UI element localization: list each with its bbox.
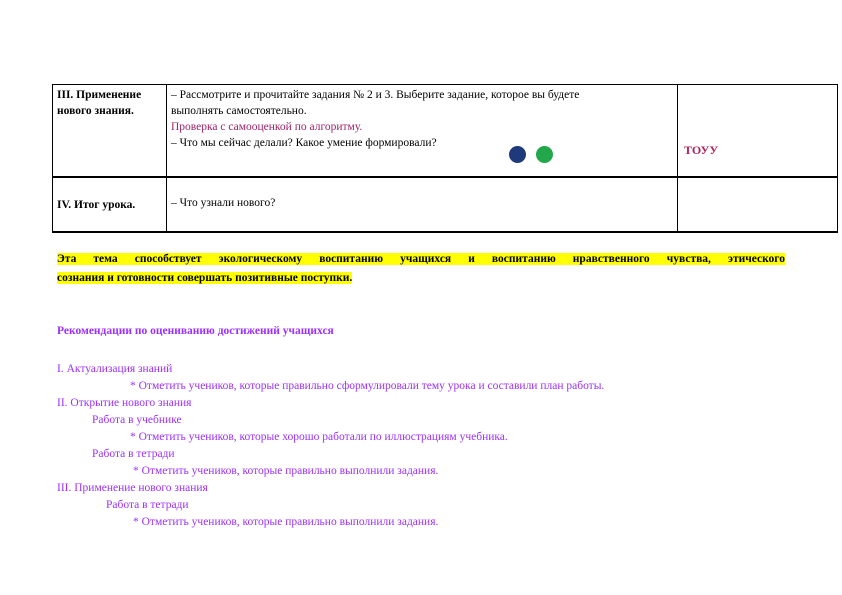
rec-line-9: Работа в тетради — [106, 499, 189, 511]
highlight-text-line1: Эта тема способствует экологическому воспитанию учащихся и воспитанию нравственного чувства, этического — [57, 253, 785, 265]
row3-text-cell — [171, 87, 676, 151]
rec-line-3: II. Открытие нового знания — [57, 397, 192, 409]
row3-note: ТОУУ — [684, 143, 719, 157]
highlight-text-line2: сознания и готовности совершать позитивные поступки. — [57, 272, 353, 284]
row3-stage-cell — [57, 87, 165, 119]
table-left-border — [52, 84, 53, 233]
rec-line-6: Работа в тетради — [92, 448, 175, 460]
row4-stage: IV. Итог урока. — [57, 199, 136, 211]
rec-line-8: III. Применение нового знания — [57, 482, 208, 494]
row3-text-line2: выполнять самостоятельно. — [171, 105, 307, 117]
table-bottom-border — [52, 231, 838, 233]
highlight-line2 — [57, 269, 785, 288]
row3-stage-line2: нового знания. — [57, 105, 134, 117]
rec-line-2: * Отметить учеников, которые правильно сформулировали тему урока и составили план работы. — [130, 380, 605, 392]
row4-text: – Что узнали нового? — [171, 197, 276, 209]
blue-dot — [509, 146, 526, 163]
table-col2-divider — [677, 84, 678, 233]
row3-stage-line1: III. Применение — [57, 89, 142, 101]
recommendations-title: Рекомендации по оцениванию достижений учащихся — [57, 325, 334, 337]
highlight-line1 — [57, 250, 785, 269]
row3-text-line1: – Рассмотрите и прочитайте задания № 2 и 3. Выберите задание, которое вы будете — [171, 89, 580, 101]
rec-line-5: * Отметить учеников, которые хорошо работали по иллюстрациям учебника. — [130, 431, 508, 443]
row3-text-line3: Проверка с самооценкой по алгоритму. — [171, 121, 363, 133]
table-top-border — [52, 84, 838, 85]
green-dot — [536, 146, 553, 163]
rec-line-7: * Отметить учеников, которые правильно выполнили задания. — [133, 465, 439, 477]
table-col1-divider — [166, 84, 167, 233]
rec-line-10: * Отметить учеников, которые правильно выполнили задания. — [133, 516, 439, 528]
rec-line-4: Работа в учебнике — [92, 414, 182, 426]
table-middle-border — [52, 176, 838, 178]
highlight-paragraph — [57, 250, 785, 288]
table-right-border — [837, 84, 838, 233]
row3-text-line4: – Что мы сейчас делали? Какое умение формировали? — [171, 137, 437, 149]
rec-line-1: I. Актуализация знаний — [57, 363, 173, 375]
